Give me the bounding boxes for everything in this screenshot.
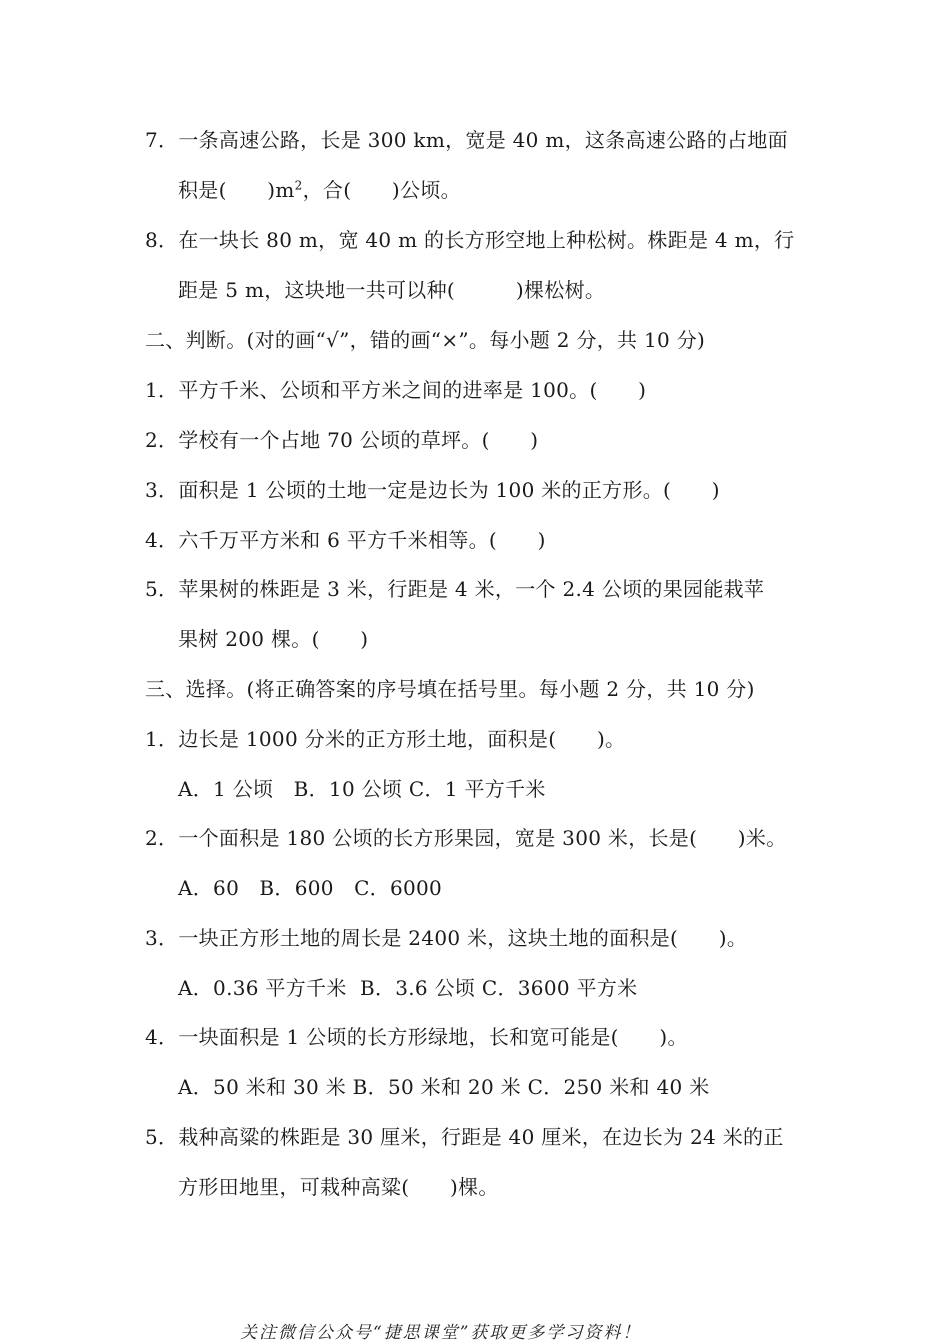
footer-promo: 关注微信公众号“捷思课堂”获取更多学习资料！ <box>240 1323 642 1343</box>
q7-line1: 7．一条高速公路，长是 300 km，宽是 40 m，这条高速公路的占地面 <box>145 128 788 152</box>
section3-q3: 3．一块正方形土地的周长是 2400 米，这块土地的面积是( )。 <box>145 926 748 950</box>
section2-item-3: 3．面积是 1 公顷的土地一定是边长为 100 米的正方形。( ) <box>145 478 720 502</box>
section3-q2: 2．一个面积是 180 公顷的长方形果园，宽是 300 米，长是( )米。 <box>145 826 787 850</box>
section3-q4-options: A．50 米和 30 米 B．50 米和 20 米 C．250 米和 40 米 <box>178 1075 710 1099</box>
section3-q5-line2: 方形田地里，可栽种高粱( )棵。 <box>178 1175 499 1199</box>
q7-superscript: 2 <box>294 178 303 193</box>
section2-item-5-line2: 果树 200 棵。( ) <box>178 627 369 651</box>
section3-q5-line1: 5．栽种高粱的株距是 30 厘米，行距是 40 厘米，在边长为 24 米的正 <box>145 1125 784 1149</box>
section2-item-4: 4．六千万平方米和 6 平方千米相等。( ) <box>145 528 546 552</box>
section3-q3-options: A．0.36 平方千米 B．3.6 公顷 C．3600 平方米 <box>178 976 638 1000</box>
q7-line2 <box>178 176 461 204</box>
q8-line2: 距是 5 m，这块地一共可以种( )棵松树。 <box>178 278 606 302</box>
section2-heading: 二、判断。(对的画“√”，错的画“×”。每小题 2 分，共 10 分) <box>145 328 706 352</box>
section3-q4: 4．一块面积是 1 公顷的长方形绿地，长和宽可能是( )。 <box>145 1025 688 1049</box>
section2-item-1: 1．平方千米、公顷和平方米之间的进率是 100。( ) <box>145 378 647 402</box>
section3-q2-options: A．60 B．600 C．6000 <box>178 876 443 900</box>
q7-line2-part2: ，合( )公顷。 <box>302 178 461 202</box>
section3-q1-options: A．1 公顷 B．10 公顷 C．1 平方千米 <box>178 777 546 801</box>
q7-line2-part1: 积是( )m <box>178 178 295 202</box>
section2-item-2: 2．学校有一个占地 70 公顷的草坪。( ) <box>145 428 539 452</box>
section3-q1: 1．边长是 1000 分米的正方形土地，面积是( )。 <box>145 727 626 751</box>
section3-heading: 三、选择。(将正确答案的序号填在括号里。每小题 2 分，共 10 分) <box>145 677 755 701</box>
q8-line1: 8．在一块长 80 m，宽 40 m 的长方形空地上种松树。株距是 4 m，行 <box>145 228 795 252</box>
section2-item-5-line1: 5．苹果树的株距是 3 米，行距是 4 米，一个 2.4 公顷的果园能栽苹 <box>145 577 765 601</box>
